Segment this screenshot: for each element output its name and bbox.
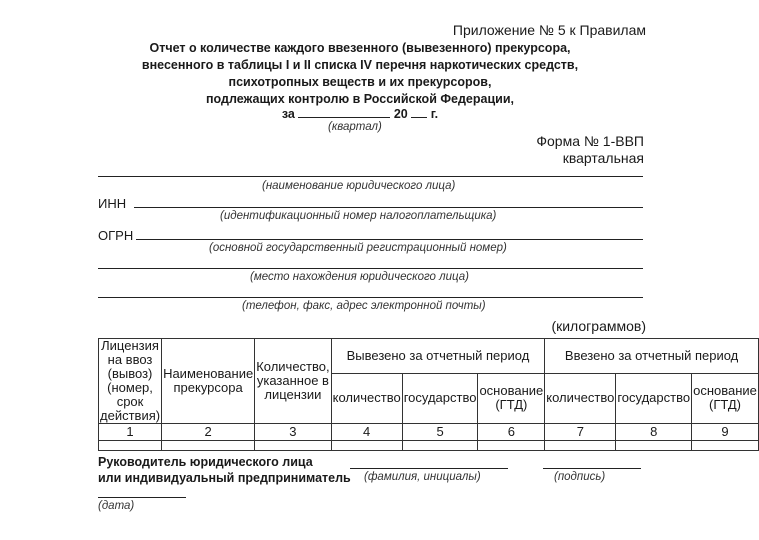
- sub-qty-header: количество: [545, 373, 616, 423]
- column-number: 9: [692, 424, 759, 441]
- sub-qty-header: количество: [331, 373, 402, 423]
- org-name-line[interactable]: [98, 176, 643, 177]
- name-hint: (фамилия, инициалы): [364, 471, 481, 483]
- empty-cell[interactable]: [255, 441, 331, 451]
- title-line: внесенного в таблицы I и II списка IV перечня наркотических средств,: [141, 58, 579, 72]
- period-line: [0, 106, 720, 121]
- contacts-line[interactable]: [98, 297, 643, 298]
- signature-hint: (подпись): [554, 471, 606, 483]
- empty-cell[interactable]: [331, 441, 402, 451]
- form-number: Форма № 1-ВВП: [536, 133, 644, 149]
- signatory-line-2: или индивидуальный предприниматель: [98, 471, 351, 485]
- date-line[interactable]: [98, 497, 186, 498]
- report-title: [0, 40, 720, 108]
- empty-cell[interactable]: [545, 441, 616, 451]
- form-number-block: [536, 133, 644, 167]
- form-frequency: квартальная: [562, 150, 644, 166]
- sub-basis-header: основание (ГТД): [478, 373, 545, 423]
- empty-cell[interactable]: [99, 441, 162, 451]
- column-number: 5: [402, 424, 478, 441]
- quarter-hint: (квартал): [328, 121, 382, 133]
- date-hint: (дата): [98, 500, 135, 512]
- year-blank[interactable]: [411, 106, 427, 118]
- quarter-blank[interactable]: [298, 106, 390, 118]
- units-label: (килограммов): [551, 318, 646, 334]
- ogrn-hint: (основной государственный регистрационный номер): [209, 242, 507, 254]
- empty-cell[interactable]: [692, 441, 759, 451]
- column-number: 2: [162, 424, 255, 441]
- name-line[interactable]: [350, 468, 508, 469]
- group-imported-header: Ввезено за отчетный период: [545, 339, 759, 374]
- col-name-header: Наименование прекурсора: [162, 339, 255, 424]
- title-line: Отчет о количестве каждого ввезенного (вывезенного) прекурсора,: [149, 41, 571, 55]
- column-number: 3: [255, 424, 331, 441]
- org-name-hint: (наименование юридического лица): [262, 180, 456, 192]
- inn-label: ИНН: [98, 196, 127, 211]
- location-line[interactable]: [98, 268, 643, 269]
- column-number: 1: [99, 424, 162, 441]
- location-hint: (место нахождения юридического лица): [250, 271, 469, 283]
- column-number: 8: [616, 424, 692, 441]
- empty-cell[interactable]: [616, 441, 692, 451]
- inn-hint: (идентификационный номер налогоплательщика): [220, 210, 497, 222]
- inn-line[interactable]: [134, 207, 643, 208]
- signatory-label: [98, 454, 351, 486]
- column-number: 7: [545, 424, 616, 441]
- group-exported-header: Вывезено за отчетный период: [331, 339, 545, 374]
- contacts-hint: (телефон, факс, адрес электронной почты): [242, 300, 486, 312]
- report-table: [98, 338, 759, 451]
- empty-cell[interactable]: [402, 441, 478, 451]
- title-line: психотропных веществ и их прекурсоров,: [228, 75, 492, 89]
- period-suffix: г.: [430, 107, 439, 121]
- col-license-header: Лицензия на ввоз (вывоз) (номер, срок действия): [100, 338, 161, 423]
- empty-cell[interactable]: [162, 441, 255, 451]
- period-year: 20: [393, 107, 408, 121]
- ogrn-label: ОГРН: [98, 228, 134, 243]
- signatory-line-1: Руководитель юридического лица: [98, 455, 313, 469]
- signature-line[interactable]: [543, 468, 641, 469]
- ogrn-line[interactable]: [136, 239, 643, 240]
- appendix-reference: Приложение № 5 к Правилам: [452, 22, 646, 38]
- title-line: подлежащих контролю в Российской Федерации,: [206, 92, 514, 106]
- column-number: 6: [478, 424, 545, 441]
- column-number: 4: [331, 424, 402, 441]
- sub-state-header: государство: [402, 373, 478, 423]
- sub-state-header: государство: [616, 373, 692, 423]
- empty-cell[interactable]: [478, 441, 545, 451]
- sub-basis-header: основание (ГТД): [692, 373, 759, 423]
- period-prefix: за: [281, 107, 295, 121]
- col-qty-license-header: Количество, указанное в лицензии: [255, 339, 331, 424]
